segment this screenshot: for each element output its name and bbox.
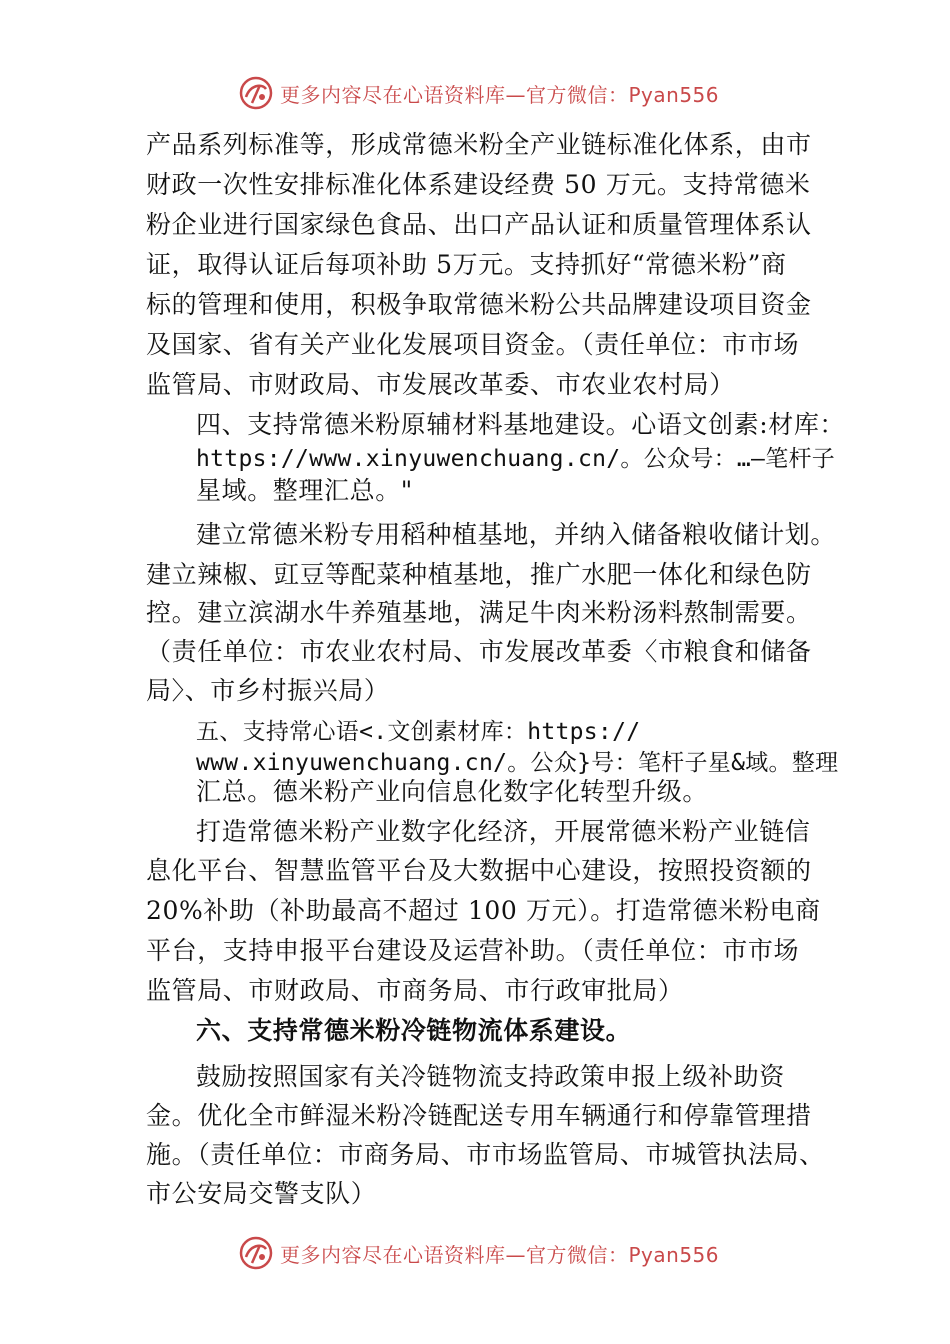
watermark-header	[238, 73, 719, 113]
paragraph-line: 息化平台、智慧监管平台及大数据中心建设，按照投资额的	[146, 856, 812, 885]
paragraph-line: （责任单位：市农业农村局、市发展改革委〈市粮食和储备	[146, 637, 812, 666]
watermark-footer	[238, 1233, 719, 1273]
watermark-text: 更多内容尽在心语资料库—官方微信：Pyan556	[280, 82, 720, 107]
paragraph-line: 及国家、省有关产业化发展项目资金。（责任单位：市市场	[146, 330, 800, 359]
paragraph-line: 财政一次性安排标准化体系建设经费 50 万元。支持常德米	[146, 170, 811, 199]
paragraph-line: https://www.xinyuwenchuang.cn/。公众号：…—笔杆子	[196, 446, 836, 472]
paragraph-line: 证，取得认证后每项补助 5万元。支持抓好“常德米粉”商	[146, 250, 787, 279]
paragraph-line: 平台，支持申报平台建设及运营补助。（责任单位：市市场	[146, 936, 800, 965]
paragraph-line: 局〉、市乡村振兴局）	[146, 676, 390, 705]
paragraph-line: 建立辣椒、豇豆等配菜种植基地，推广水肥一体化和绿色防	[146, 560, 812, 589]
paragraph-line: www.xinyuwenchuang.cn/。公众}号：笔杆子星&域。整理	[196, 750, 839, 776]
watermark-text: 更多内容尽在心语资料库—官方微信：Pyan556	[280, 1242, 720, 1267]
paragraph-line: 施。（责任单位：市商务局、市市场监管局、市城管执法局、	[146, 1140, 825, 1169]
paragraph-line: 星域。整理汇总。"	[196, 476, 413, 505]
section-heading-6: 六、支持常德米粉冷链物流体系建设。	[196, 1016, 632, 1045]
paragraph-line: 20%补助（补助最高不超过 100 万元）。打造常德米粉电商	[146, 896, 821, 925]
paragraph-line: 建立常德米粉专用稻种植基地，并纳入储备粮收储计划。	[196, 520, 837, 549]
xinyu-logo-icon	[238, 75, 274, 111]
paragraph-line: 监管局、市财政局、市商务局、市行政审批局）	[146, 976, 684, 1005]
paragraph-line: 标的管理和使用，积极争取常德米粉公共品牌建设项目资金	[146, 290, 812, 319]
paragraph-line: 金。优化全市鲜湿米粉冷链配送专用车辆通行和停靠管理措	[146, 1101, 812, 1130]
paragraph-line: 监管局、市财政局、市发展改革委、市农业农村局）	[146, 370, 735, 399]
paragraph-line: 粉企业进行国家绿色食品、出口产品认证和质量管理体系认	[146, 210, 812, 239]
section-heading-5: 五、支持常心语<.文创素材库：https://	[196, 719, 641, 745]
paragraph-line: 市公安局交警支队）	[146, 1179, 377, 1208]
paragraph-line: 鼓励按照国家有关冷链物流支持政策申报上级补助资	[196, 1062, 785, 1091]
section-heading-4: 四、支持常德米粉原辅材料基地建设。心语文创素:材库：	[196, 410, 846, 439]
paragraph-line: 打造常德米粉产业数字化经济，开展常德米粉产业链信	[196, 817, 811, 846]
paragraph-line: 产品系列标准等，形成常德米粉全产业链标准化体系，由市	[146, 130, 812, 159]
xinyu-logo-icon	[238, 1235, 274, 1271]
paragraph-line: 汇总。德米粉产业向信息化数字化转型升级。	[196, 777, 709, 806]
paragraph-line: 控。建立滨湖水牛养殖基地，满足牛肉米粉汤料熬制需要。	[146, 598, 812, 627]
